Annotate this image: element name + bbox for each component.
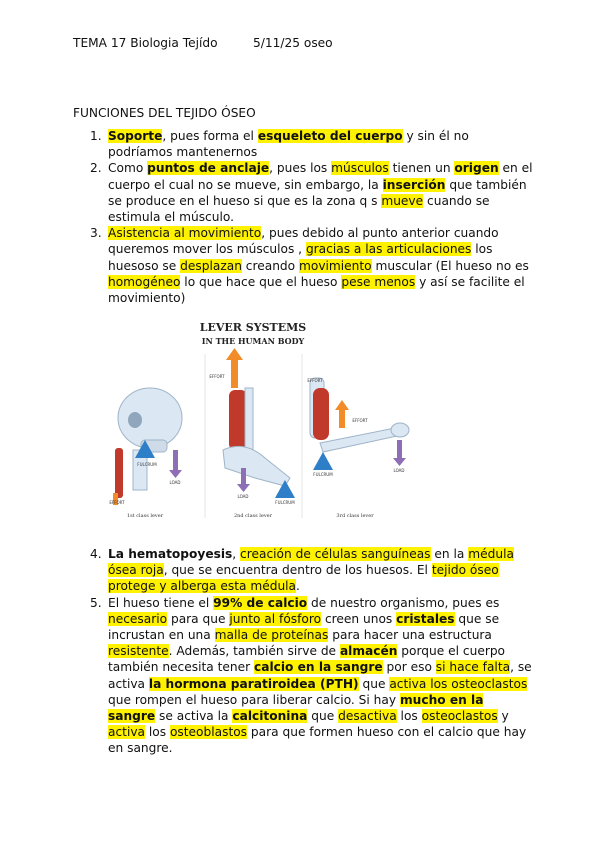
highlighted-text: activa xyxy=(108,725,146,740)
text-segment: que también se produce en el hueso si que es la zona q s xyxy=(108,177,527,208)
figure-label: EFFORT xyxy=(307,378,323,383)
list-item-number: 1. xyxy=(90,129,102,143)
figure-label: FULCRUM xyxy=(137,462,157,467)
text-segment: que rompen el hueso para liberar calcio. Si hay xyxy=(108,692,400,707)
text-segment: , se activa xyxy=(108,660,532,691)
highlighted-text: gracias a las articulaciones xyxy=(305,242,472,257)
figure-label: FULCRUM xyxy=(313,472,333,477)
text-segment: . Además, también sirve de xyxy=(168,644,340,659)
text-segment: y xyxy=(497,709,509,724)
second-class-lever-panel xyxy=(209,348,295,505)
text-segment: , pues forma el xyxy=(162,129,258,143)
highlighted-text: esqueleto del cuerpo xyxy=(257,129,403,143)
highlighted-text: calcitonina xyxy=(232,709,308,724)
list-item xyxy=(73,225,533,306)
highlighted-text: homogéneo xyxy=(108,274,181,289)
text-segment: creando xyxy=(241,258,299,273)
text-segment: cuando se estimula el músculo. xyxy=(108,193,490,225)
figure-label: FULCRUM xyxy=(275,500,295,505)
highlighted-text: tejido óseo protege y alberga esta médula xyxy=(108,563,499,594)
text-segment: lo que hace que el hueso xyxy=(180,274,342,289)
highlighted-text: músculos xyxy=(331,161,389,176)
highlighted-text: malla de proteínas xyxy=(214,628,329,643)
highlighted-text: si hace falta xyxy=(435,660,511,675)
text-segment: , pues los xyxy=(269,161,332,176)
text-segment: Como xyxy=(108,161,148,176)
figure-title: LEVER SYSTEMS xyxy=(199,321,307,334)
figure-label: EFFORT xyxy=(209,374,225,379)
list-item xyxy=(73,546,533,595)
highlighted-text: creación de células sanguíneas xyxy=(240,547,431,561)
list-item-number: 4. xyxy=(90,547,102,561)
list-item-number: 3. xyxy=(90,226,102,241)
text-segment: para hacer una estructura xyxy=(328,628,492,643)
highlighted-text: mueve xyxy=(381,193,424,208)
third-class-lever-panel xyxy=(307,378,409,477)
highlighted-text: necesario xyxy=(108,611,168,626)
functions-list-part-2 xyxy=(73,546,533,757)
text-segment: se activa la xyxy=(155,709,233,724)
list-item-number: 2. xyxy=(90,161,102,176)
figure-subtitle: IN THE HUMAN BODY xyxy=(201,336,305,346)
highlighted-text: movimiento xyxy=(299,258,372,273)
text-segment: , pues debido al punto anterior cuando queremos mover los músculos , xyxy=(108,226,499,257)
effort-arrow-icon xyxy=(226,348,243,360)
figure-label: LOAD xyxy=(393,468,405,473)
highlighted-text: calcio en la sangre xyxy=(254,660,383,675)
figure-label: EFFORT xyxy=(352,418,368,423)
text-segment: El hueso tiene el xyxy=(108,595,214,610)
highlighted-text: Soporte xyxy=(108,129,163,143)
text-segment: los huesoso se xyxy=(108,242,493,273)
text-segment: que xyxy=(307,709,339,724)
lever-systems-figure xyxy=(105,318,431,524)
highlighted-text: médula ósea roja xyxy=(108,547,514,578)
highlighted-text: desactiva xyxy=(338,709,397,724)
text-segment: los xyxy=(396,709,422,724)
text-segment: de nuestro organismo, pues es xyxy=(307,595,500,610)
list-item xyxy=(73,160,533,225)
text-segment: y sin él no podríamos mantenernos xyxy=(108,129,469,160)
highlighted-text: la hormona paratiroidea (PTH) xyxy=(148,676,359,691)
text-segment: . xyxy=(296,579,300,594)
functions-list-part-1 xyxy=(73,128,533,306)
lever-systems-illustration xyxy=(105,318,431,524)
highlighted-text: mucho en la sangre xyxy=(108,692,484,724)
figure-label: LOAD xyxy=(169,480,181,485)
highlighted-text: Asistencia al movimiento xyxy=(108,226,262,241)
text-segment: y así se facilite el movimiento) xyxy=(108,274,525,306)
load-arrow-icon xyxy=(169,470,182,478)
text-segment: , que se encuentra dentro de los huesos. El xyxy=(163,563,432,578)
text-segment: para que xyxy=(167,611,230,626)
highlighted-text: pese menos xyxy=(341,274,416,289)
first-class-lever-panel xyxy=(109,388,182,505)
highlighted-text: resistente xyxy=(108,644,169,659)
highlighted-text: 99% de calcio xyxy=(213,595,308,610)
text-segment: por eso xyxy=(382,660,436,675)
list-item xyxy=(73,128,533,160)
figure-label: EFFORT xyxy=(109,500,125,505)
caption-first-class: 1st class lever xyxy=(126,513,164,519)
text-segment: que xyxy=(358,676,390,691)
highlighted-text: almacén xyxy=(339,644,398,659)
highlighted-text: desplazan xyxy=(180,258,242,273)
highlighted-text: activa los osteoclastos xyxy=(389,676,528,691)
caption-third-class: 3rd class lever xyxy=(336,513,374,519)
highlighted-text: osteoblastos xyxy=(169,725,248,740)
text-segment: tienen un xyxy=(388,161,455,176)
document-header xyxy=(73,36,333,50)
highlighted-text: cristales xyxy=(396,611,455,626)
list-item xyxy=(73,595,533,757)
highlighted-text: junto al fósforo xyxy=(229,611,322,626)
text-segment: La hematopoyesis xyxy=(108,547,233,561)
text-segment: , xyxy=(232,547,241,561)
caption-second-class: 2nd class lever xyxy=(233,513,273,519)
text-segment: los xyxy=(145,725,170,740)
text-segment: muscular (El hueso no es xyxy=(371,258,529,273)
text-segment: creen unos xyxy=(321,611,397,626)
highlighted-text: inserción xyxy=(382,177,446,192)
list-item-number: 5. xyxy=(90,595,102,610)
text-segment: en el cuerpo el cual no se mueve, sin embargo, la xyxy=(108,161,533,192)
header-date: 5/11/25 oseo xyxy=(253,36,333,50)
text-segment: porque el cuerpo también necesita tener xyxy=(108,644,506,675)
text-segment: para que formen hueso con el calcio que hay en sangre. xyxy=(108,725,527,756)
text-segment: en la xyxy=(430,547,469,561)
highlighted-text: osteoclastos xyxy=(421,709,498,724)
section-title: FUNCIONES DEL TEJIDO ÓSEO xyxy=(73,106,256,120)
highlighted-text: puntos de anclaje xyxy=(147,161,270,176)
figure-label: LOAD xyxy=(237,494,249,499)
text-segment: que se incrustan en una xyxy=(108,611,500,643)
highlighted-text: origen xyxy=(454,161,499,176)
header-title: TEMA 17 Biologia Tejído xyxy=(73,36,218,50)
